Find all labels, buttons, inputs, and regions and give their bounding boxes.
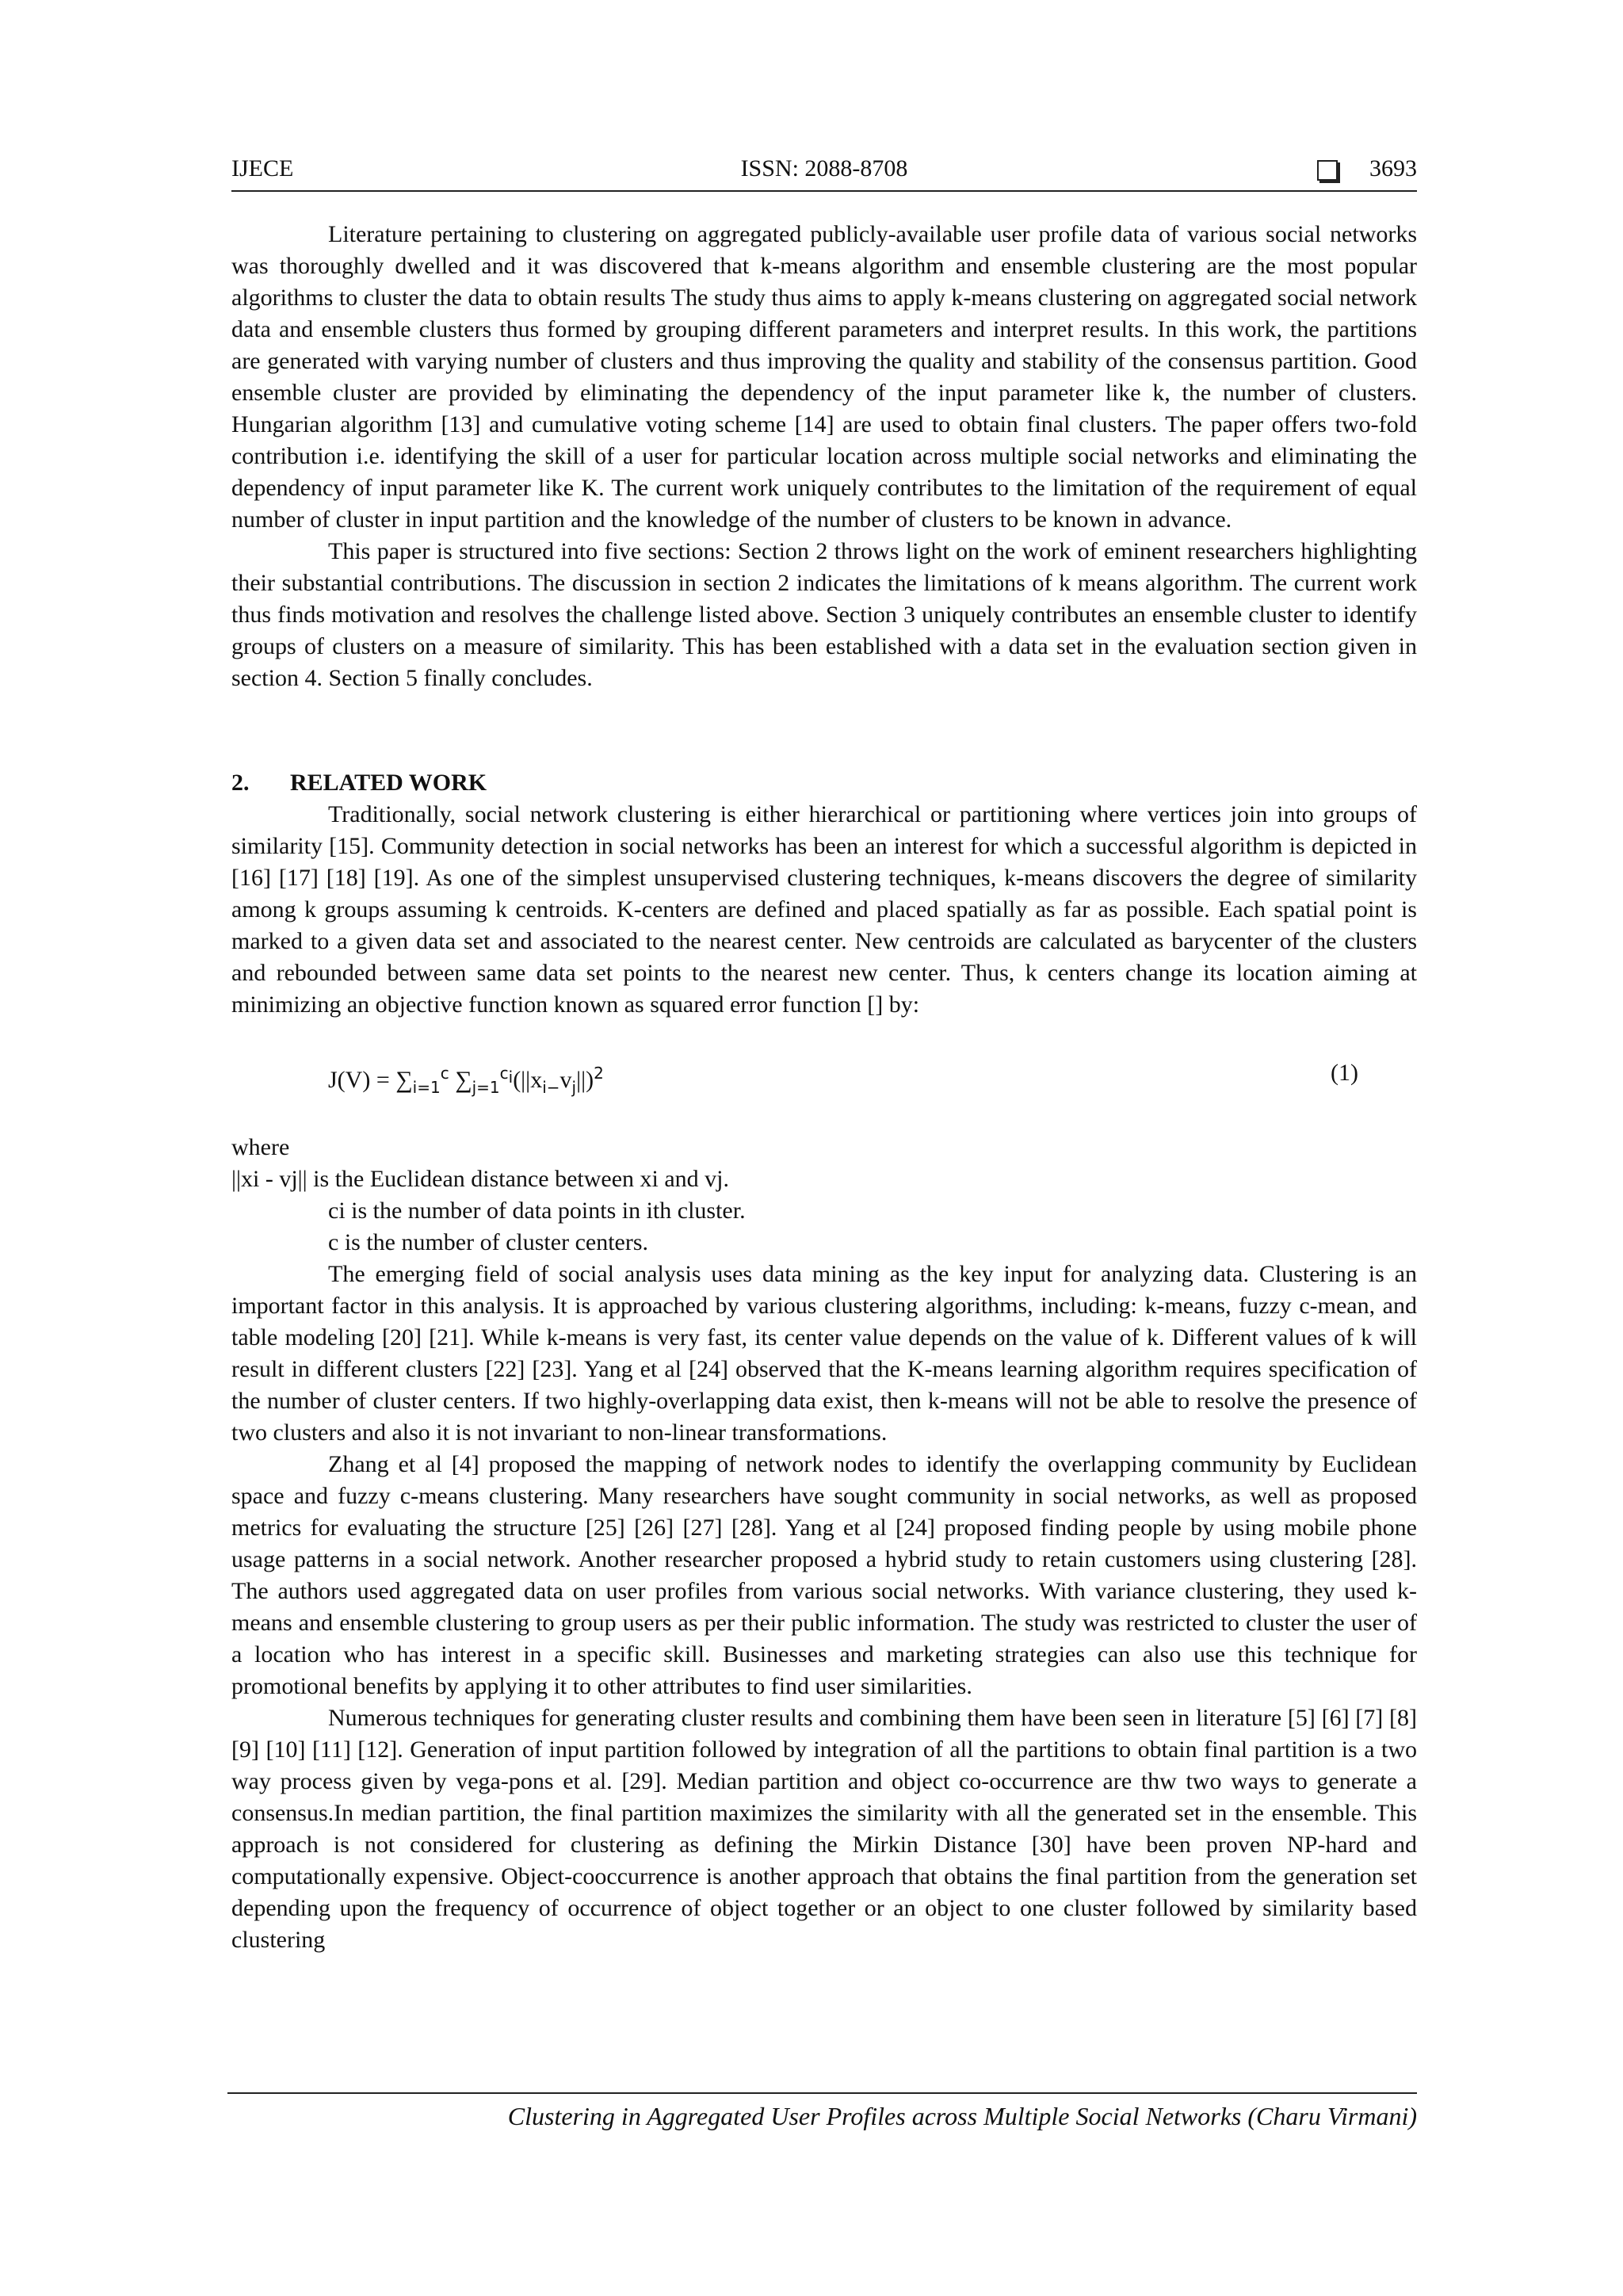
paragraph-related-4: Numerous techniques for generating cluster results and combining them have been seen in literature [5] [6] [7] [8] [9] [10] [11] [12]. Generation of input partition followed by integration of all the partitions to obtain final partition is a two way process given by vega-pons et al. [29]. Median partition and object co-occurrence are thw two ways to generate a consensus.In median partition, the final partition maximizes the similarity with all the generated set in the ensemble. This approach is not considered for clustering as defining the Mirkin Distance [30] have been proven NP-hard and computationally expensive. Object-cooccurrence is another approach that obtains the final partition from the generation set depending upon the frequency of occurrence of object together or an object to one cluster followed by similarity based clustering bbox=[231, 1705, 1417, 1953]
paragraph-related-3: Zhang et al [4] proposed the mapping of network nodes to identify the overlapping community by Euclidean space and fuzzy c-means clustering. Many researchers have sought community in social networks, as well as proposed metrics for evaluating the structure [25] [26] [27] [28]. Yang et al [24] proposed finding people by using mobile phone usage patterns in a social network. Another researcher proposed a hybrid study to retain customers using clustering [28]. The authors used aggregated data on user profiles from various social networks. With variance clustering, they used k-means and ensemble clustering to group users as per their public information. The study was restricted to cluster the user of a location who has interest in a specific skill. Businesses and marketing strategies can also use this technique for promotional benefits by applying it to other attributes to find user similarities. bbox=[231, 1451, 1417, 1699]
definition-ci: ci is the number of data points in ith cluster. bbox=[328, 1198, 746, 1224]
equation-1 bbox=[231, 1051, 1417, 1102]
equation-number: (1) bbox=[1331, 1060, 1358, 1086]
issn-label: ISSN: 2088-8708 bbox=[740, 155, 908, 181]
paragraph-related-2: The emerging field of social analysis uses data mining as the key input for analyzing data. Clustering is an important factor in this analysis. It is approached by various clustering algorithms, including: k-means, fuzzy c-mean, and table modeling [20] [21]. While k-means is very fast, its center value depends on the value of k. Different values of k will result in different clusters [22] [23]. Yang et al [24] observed that the K-means learning algorithm requires specification of the number of cluster centers. If two highly-overlapping data exist, then k-means will not be able to resolve the presence of two clusters and also it is not invariant to non-linear transformations. bbox=[231, 1261, 1417, 1446]
section-heading bbox=[231, 767, 1417, 799]
page-footer bbox=[227, 2092, 1417, 2131]
paragraph-intro-2: This paper is structured into five sections: Section 2 throws light on the work of eminent researchers highlighting their substantial contributions. The discussion in section 2 indicates the limitations of k means algorithm. The current work thus finds motivation and resolves the challenge listed above. Section 3 uniquely contributes an ensemble cluster to identify groups of clusters on a measure of similarity. This has been established with a data set in the evaluation section given in section 4. Section 5 finally concludes. bbox=[231, 538, 1417, 691]
footer-title: Clustering in Aggregated User Profiles across Multiple Social Networks (Charu Virmani) bbox=[507, 2102, 1417, 2130]
definition-c: c is the number of cluster centers. bbox=[328, 1229, 649, 1255]
paragraph-intro-1: Literature pertaining to clustering on aggregated publicly-available user profile data of various social networks was thoroughly dwelled and it was discovered that k-means algorithm and ensemble clustering are the most popular algorithms to cluster the data to obtain results The study thus aims to apply k-means clustering on aggregated social network data and ensemble clusters thus formed by grouping different parameters and interpret results. In this work, the partitions are generated with varying number of clusters and thus improving the quality and stability of the consensus partition. Good ensemble cluster are provided by eliminating the dependency of the input parameter like k, the number of clusters. Hungarian algorithm [13] and cumulative voting scheme [14] are used to obtain final clusters. The paper offers two-fold contribution i.e. identifying the skill of a user for particular location across multiple social networks and eliminating the dependency of input parameter like K. The current work uniquely contributes to the limitation of the requirement of equal number of cluster in input partition and the knowledge of the number of clusters to be known in advance. bbox=[231, 221, 1417, 533]
definition-distance: ||xi - vj|| is the Euclidean distance between xi and vj. bbox=[231, 1166, 730, 1192]
article-body bbox=[231, 219, 1417, 1956]
square-bullet-icon bbox=[1317, 160, 1338, 181]
section-number: 2. bbox=[231, 770, 250, 796]
journal-name: IJECE bbox=[231, 155, 294, 181]
section-title: RELATED WORK bbox=[290, 770, 487, 796]
where-label: where bbox=[231, 1134, 290, 1160]
paragraph-related-1: Traditionally, social network clustering is either hierarchical or partitioning where vertices join into groups of similarity [15]. Community detection in social networks has been an interest for which a successful algorithm is depicted in [16] [17] [18] [19]. As one of the simplest unsupervised clustering techniques, k-means discovers the degree of similarity among k groups assuming k centroids. K-centers are defined and placed spatially as far as possible. Each spatial point is marked to a given data set and associated to the nearest center. New centroids are calculated as barycenter of the clusters and rebounded between same data set points to the nearest new center. Thus, k centers change its location aiming at minimizing an objective function known as squared error function [] by: bbox=[231, 801, 1417, 1018]
equation-formula: $J(V) = \sum_{i=1}^c$ $\sum_{j=1}^{c_i}(||x_{i-}v_j||)^2$ bbox=[328, 1064, 604, 1097]
page-header bbox=[231, 155, 1417, 192]
page-number: 3693 bbox=[1369, 155, 1417, 181]
